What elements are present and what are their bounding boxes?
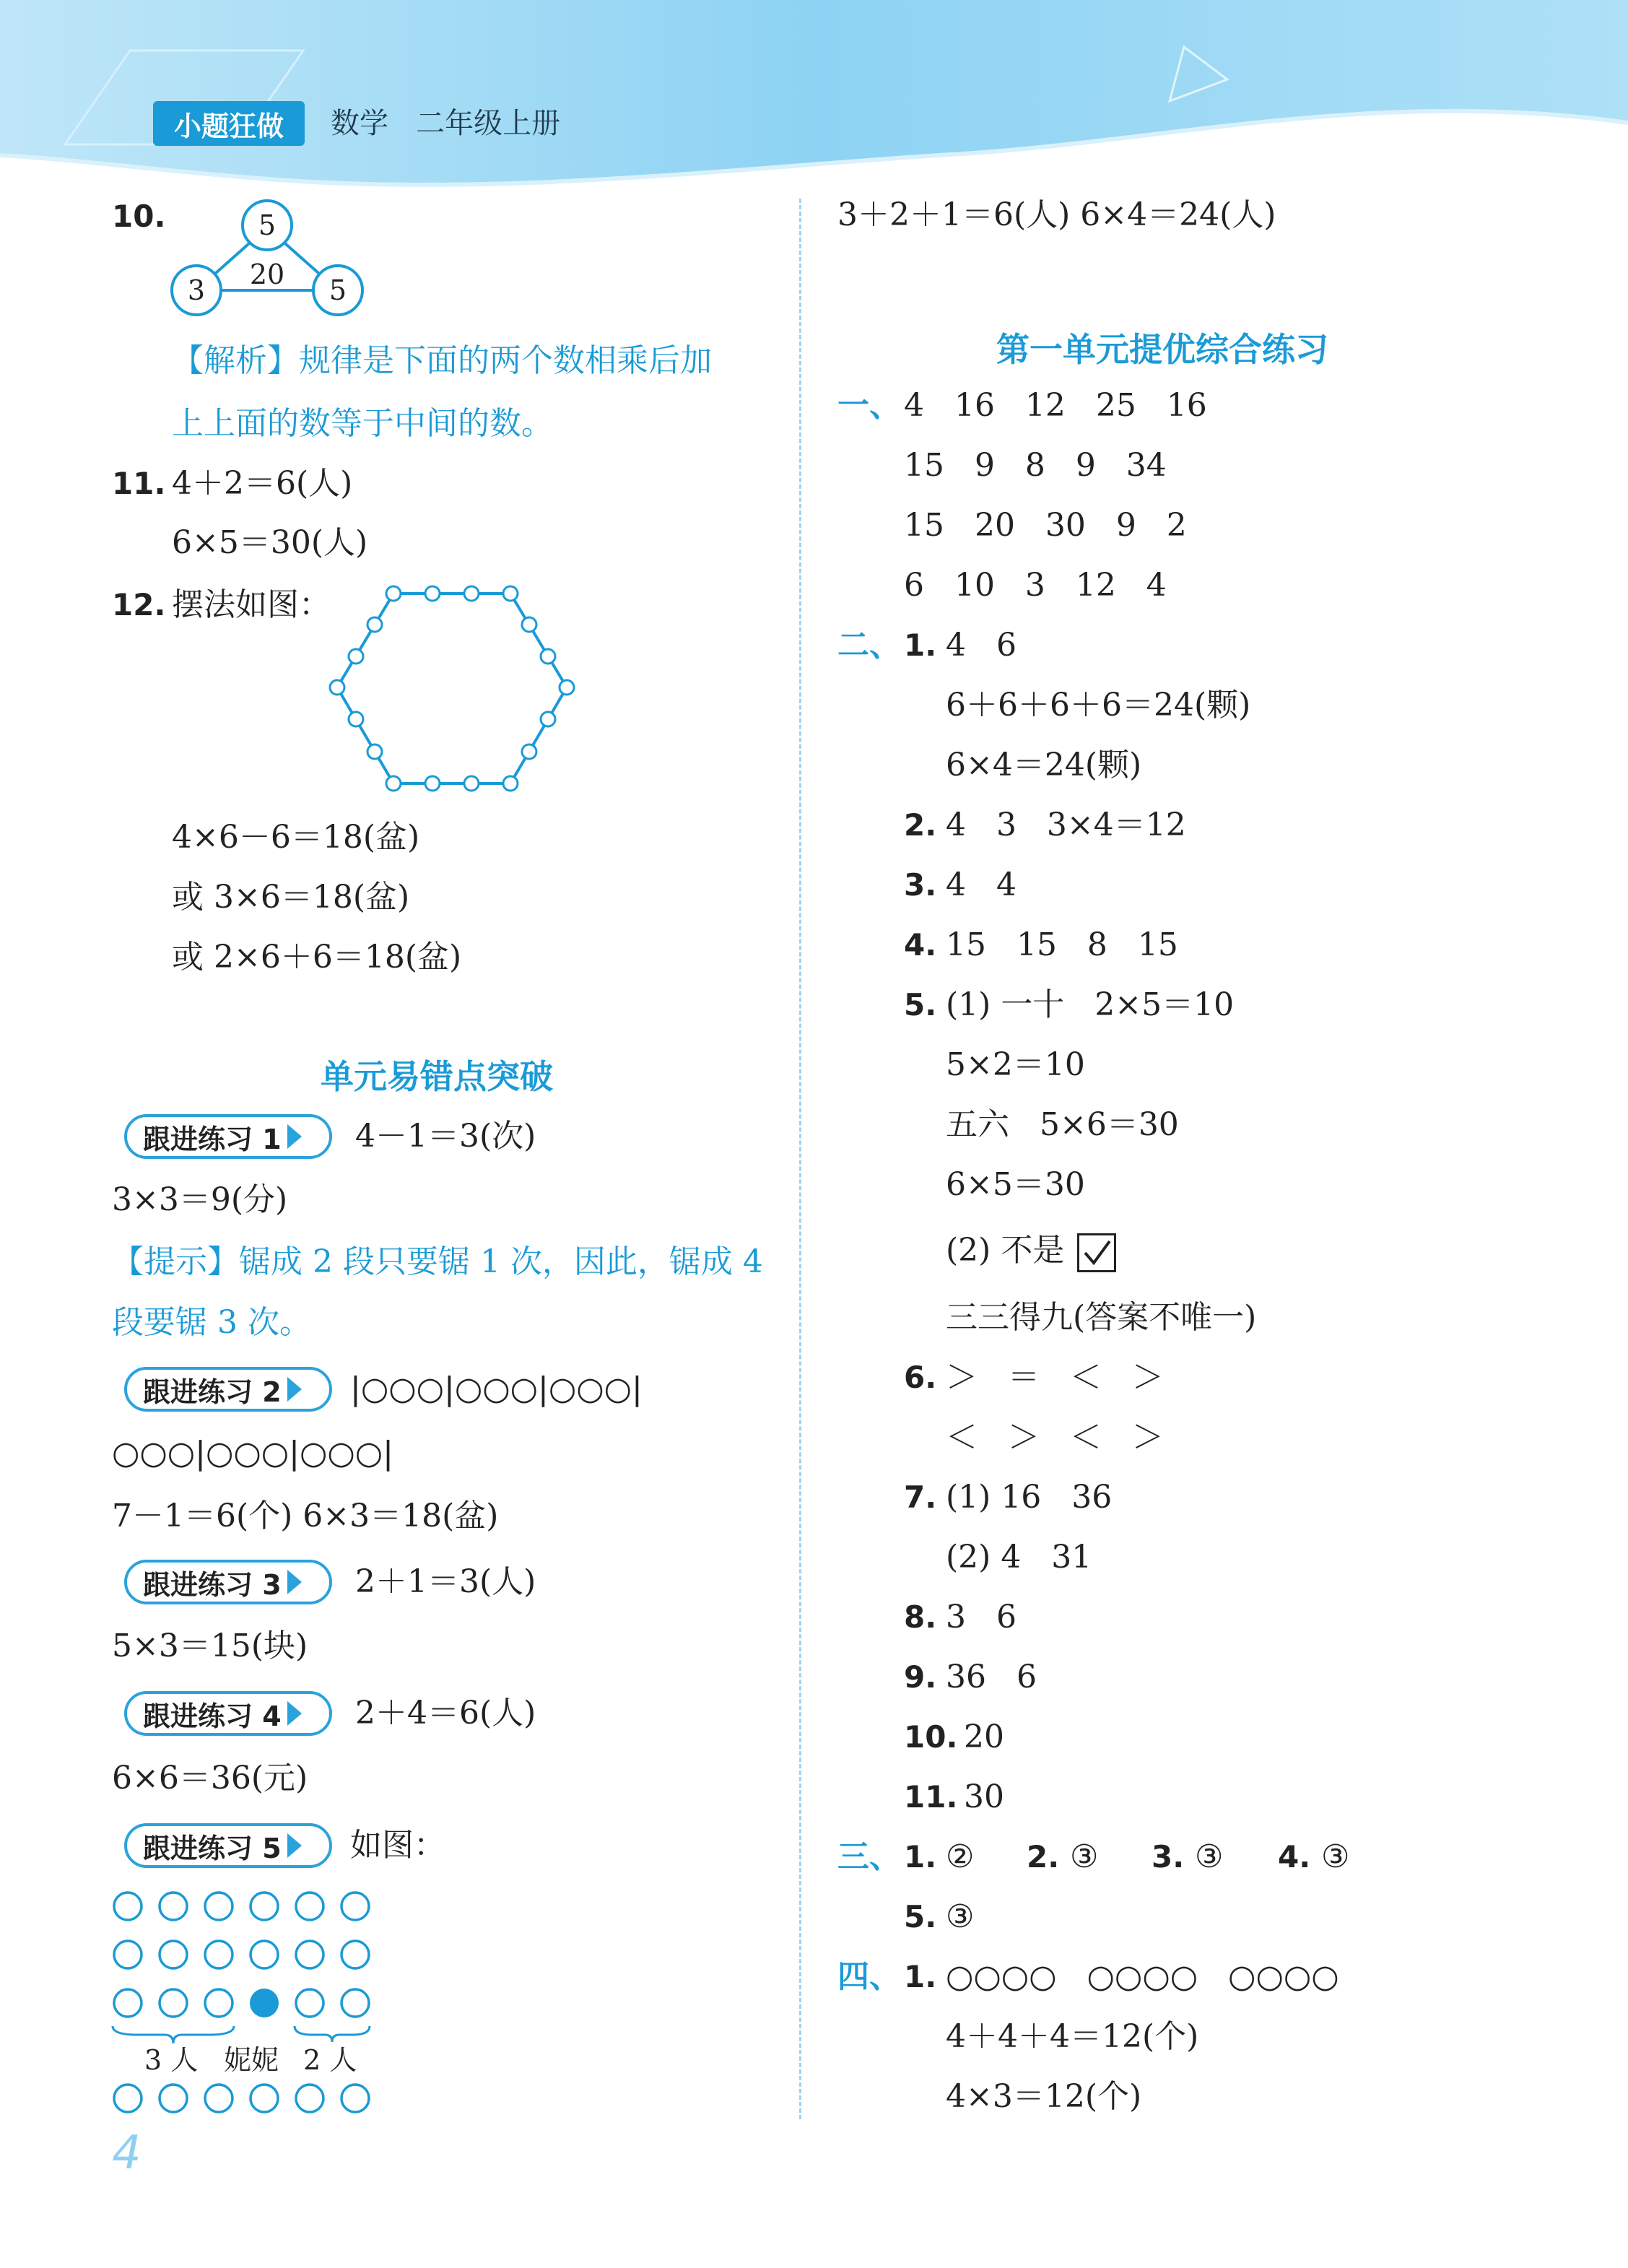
s1-row-4: 6 10 3 12 4 [904, 567, 1167, 604]
column-divider [799, 199, 801, 2119]
s4-q1-line1: ○○○○ ○○○○ ○○○○ [946, 1958, 1339, 1995]
practice-1-line2: 3×3＝9(分) [112, 1181, 288, 1218]
q12-line3: 或 2×6＋6＝18(盆) [172, 939, 462, 976]
practice-4-line2: 6×6＝36(元) [112, 1760, 308, 1796]
s3-q2-answer: ③ [1070, 1838, 1099, 1875]
s2-q6-line2: ＜ ＞ ＜ ＞ [946, 1419, 1164, 1456]
play-arrow-icon [287, 1570, 302, 1594]
s2-q3-number: 3. [904, 867, 937, 903]
s1-row-1: 4 16 12 25 16 [904, 387, 1207, 424]
practice-5-label: 跟进练习 5 [143, 1832, 282, 1864]
s2-q5-line5-text: (2) 不是 [946, 1232, 1065, 1269]
s2-q5-line6: 三三得九(答案不唯一) [946, 1299, 1257, 1336]
s2-q2-number: 2. [904, 807, 937, 843]
practice-3-label: 跟进练习 3 [143, 1568, 282, 1601]
s3-q1-number: 1. [904, 1839, 937, 1874]
play-arrow-icon [287, 1124, 302, 1149]
s2-q3-line1: 4 4 [946, 866, 1017, 903]
s4-mark: 四、 [837, 1958, 901, 1995]
play-arrow-icon [287, 1377, 302, 1402]
s2-q2-line1: 4 3 3×4＝12 [946, 807, 1186, 843]
header-tag: 小题狂做 [153, 101, 305, 146]
s2-q5-line1: (1) 一十 2×5＝10 [946, 986, 1235, 1023]
checkbox-checked-icon [1077, 1233, 1116, 1272]
q12-intro: 摆法如图： [172, 586, 331, 623]
s2-q5-line5 [946, 1229, 1116, 1272]
practice-5-badge [124, 1823, 332, 1868]
practice-2-line3: 7－1＝6(个) 6×3＝18(盆) [112, 1498, 499, 1534]
q12-line2: 或 3×6＝18(盆) [172, 879, 410, 916]
s2-q7-number: 7. [904, 1480, 937, 1515]
s2-q5-line2: 5×2＝10 [946, 1046, 1085, 1083]
s3-q4-number: 4. [1278, 1839, 1311, 1874]
s3-q3-answer: ③ [1195, 1838, 1224, 1875]
practice-3-answer: 2＋1＝3(人) [355, 1563, 536, 1600]
practice-1-hint-cont: 段要锯 3 次。 [112, 1304, 311, 1341]
q12-hexagon-diagram [328, 578, 581, 794]
s2-q10-line1: 20 [964, 1719, 1004, 1755]
s2-q6-number: 6. [904, 1360, 937, 1395]
left-section-title: 单元易错点突破 [321, 1057, 553, 1096]
q10-top-value: 5 [258, 209, 277, 241]
s2-q11-number: 11. [904, 1779, 958, 1815]
s4-q1-line2: 4＋4＋4＝12(个) [946, 2018, 1199, 2055]
practice-5-circle-grid [108, 1885, 383, 2123]
s2-q4-number: 4. [904, 927, 937, 963]
q12-number: 12. [112, 587, 166, 622]
practice-1-hint: 【提示】锯成 2 段只要锯 1 次，因此，锯成 4 [112, 1243, 763, 1280]
s2-q1-line1: 4 6 [946, 627, 1017, 664]
practice-5-label-2: 2 人 [303, 2044, 357, 2076]
practice-3-badge [124, 1560, 332, 1604]
practice-5-label-3: 3 人 [144, 2044, 199, 2076]
s2-q11-line1: 30 [964, 1778, 1004, 1815]
s2-q6-line1: ＞ ＝ ＜ ＞ [946, 1359, 1164, 1396]
s3-q3-number: 3. [1152, 1839, 1185, 1874]
q10-left-value: 3 [187, 274, 206, 306]
header-title [331, 101, 560, 146]
practice-4-answer: 2＋4＝6(人) [355, 1695, 536, 1732]
practice-2-answer: |○○○|○○○|○○○| [350, 1370, 643, 1407]
s2-q8-number: 8. [904, 1599, 937, 1635]
s2-q7-line1: (1) 16 36 [946, 1479, 1113, 1516]
q10-analysis-cont: 上上面的数等于中间的数。 [172, 405, 553, 442]
practice-1-badge [124, 1114, 332, 1159]
practice-1-answer: 4－1＝3(次) [355, 1118, 536, 1155]
s3-q4-answer: ③ [1321, 1838, 1350, 1875]
practice-5-label-nini: 妮妮 [224, 2044, 279, 2076]
s2-q5-line3: 五六 5×6＝30 [946, 1106, 1179, 1143]
s2-q4-line1: 15 15 8 15 [946, 926, 1178, 963]
header-subject: 数学 [331, 107, 388, 140]
practice-5-answer: 如图： [350, 1827, 445, 1864]
practice-2-line2: ○○○|○○○|○○○| [112, 1435, 394, 1472]
practice-4-badge [124, 1691, 332, 1736]
practice-1-label: 跟进练习 1 [143, 1123, 282, 1155]
q10-center-value: 20 [249, 258, 285, 290]
s2-q9-number: 9. [904, 1659, 937, 1695]
s2-mark: 二、 [837, 627, 901, 664]
s2-q1-line2: 6＋6＋6＋6＝24(颗) [946, 687, 1251, 724]
s1-row-3: 15 20 30 9 2 [904, 507, 1187, 544]
s1-mark: 一、 [837, 387, 901, 424]
s2-q8-line1: 3 6 [946, 1599, 1017, 1635]
s3-q5-answer: ③ [946, 1898, 975, 1935]
q10-number: 10. [112, 199, 166, 234]
s4-q1-line3: 4×3＝12(个) [946, 2078, 1142, 2115]
s4-q1-number: 1. [904, 1959, 937, 1994]
practice-3-line2: 5×3＝15(块) [112, 1628, 308, 1664]
q11-number: 11. [112, 466, 166, 501]
s3-mark: 三、 [837, 1838, 901, 1875]
right-top-line: 3＋2＋1＝6(人) 6×4＝24(人) [837, 196, 1276, 233]
q11-line2: 6×5＝30(人) [172, 524, 368, 561]
page-number: 4 [112, 2126, 142, 2180]
s2-q7-line2: (2) 4 31 [946, 1539, 1092, 1576]
s1-row-2: 15 9 8 9 34 [904, 447, 1167, 484]
s2-q5-line4: 6×5＝30 [946, 1166, 1085, 1203]
q11-line1: 4＋2＝6(人) [172, 465, 353, 502]
q10-right-value: 5 [328, 274, 347, 306]
play-arrow-icon [287, 1833, 302, 1858]
q10-analysis: 【解析】规律是下面的两个数相乘后加 [172, 342, 712, 379]
q12-line1: 4×6－6＝18(盆) [172, 819, 420, 856]
right-section-title: 第一单元提优综合练习 [996, 330, 1328, 369]
s2-q10-number: 10. [904, 1719, 958, 1755]
s2-q1-line3: 6×4＝24(颗) [946, 747, 1142, 783]
s3-q1-answer: ② [946, 1838, 975, 1875]
s2-q5-number: 5. [904, 987, 937, 1022]
s2-q9-line1: 36 6 [946, 1659, 1037, 1695]
s3-q5-number: 5. [904, 1899, 937, 1934]
practice-2-label: 跟进练习 2 [143, 1376, 282, 1408]
practice-4-label: 跟进练习 4 [143, 1700, 282, 1732]
s2-q1-number: 1. [904, 627, 937, 663]
practice-2-badge [124, 1367, 332, 1412]
play-arrow-icon [287, 1701, 302, 1726]
header-grade: 二年级上册 [416, 107, 561, 140]
s3-q2-number: 2. [1027, 1839, 1060, 1874]
